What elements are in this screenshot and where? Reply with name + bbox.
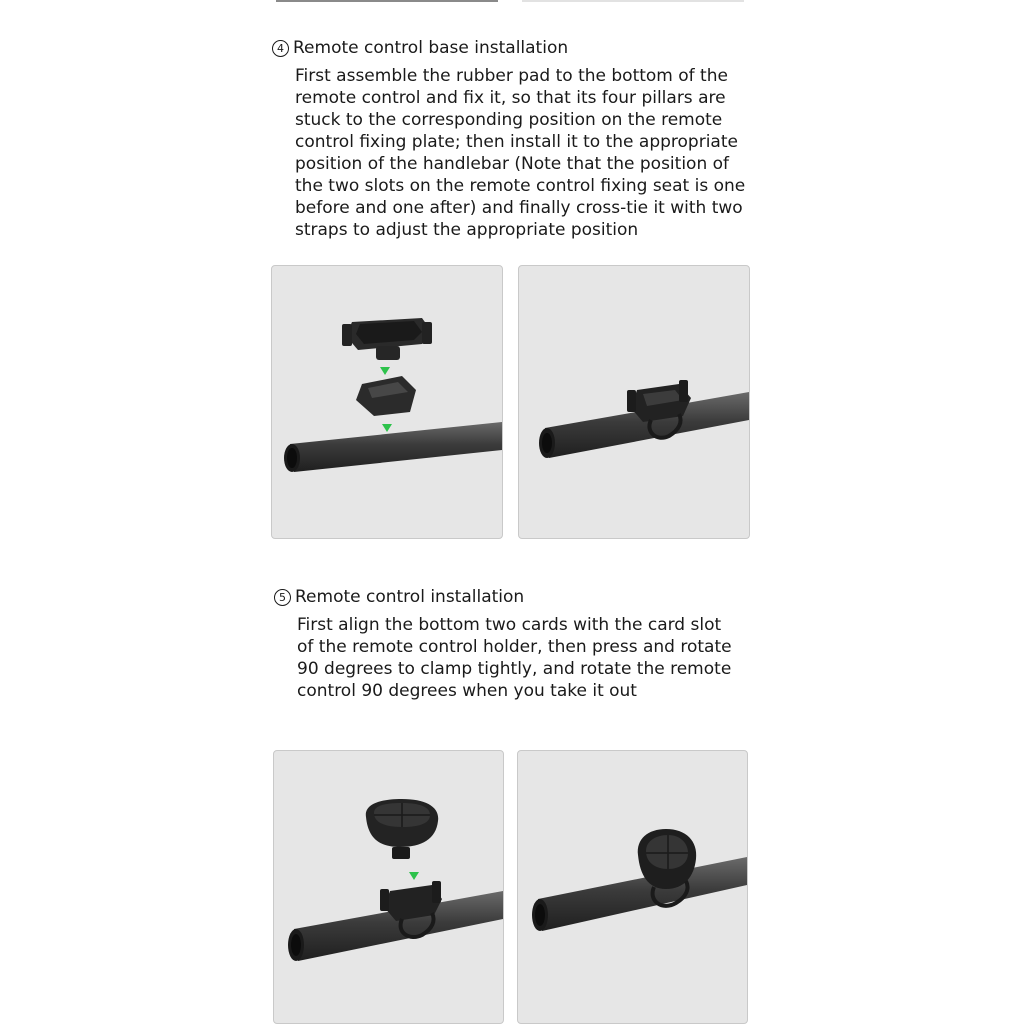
divider-left <box>276 0 498 2</box>
step4-image-installed <box>518 265 750 539</box>
divider-right <box>522 0 744 2</box>
step5-number-badge: 5 <box>274 589 291 606</box>
step5-image-align <box>273 750 504 1024</box>
step4-line: before and one after) and finally cross-tie it with two <box>295 198 743 218</box>
step4-line: remote control and fix it, so that its four pillars are <box>295 88 726 108</box>
step5-line: of the remote control holder, then press and rotate <box>297 637 732 657</box>
step4-number-badge: 4 <box>272 40 289 57</box>
step4-image-exploded <box>271 265 503 539</box>
step5-title: Remote control installation <box>295 587 525 607</box>
step4-line: control fixing plate; then install it to the appropriate <box>295 132 738 152</box>
rubber-pad <box>356 376 416 416</box>
step4-heading <box>272 37 568 59</box>
remote-control <box>366 799 438 859</box>
handlebar-tube <box>290 422 502 472</box>
step5-heading <box>274 586 524 608</box>
step4-line: First assemble the rubber pad to the bottom of the <box>295 66 728 86</box>
step5-line: 90 degrees to clamp tightly, and rotate the remote <box>297 659 732 679</box>
step4-line: stuck to the corresponding position on the remote <box>295 110 723 130</box>
step4-line: the two slots on the remote control fixing seat is one <box>295 176 746 196</box>
step4-title: Remote control base installation <box>293 38 569 58</box>
step4-line: straps to adjust the appropriate position <box>295 220 639 240</box>
step5-description <box>297 614 732 702</box>
arrow-down-icon <box>380 367 390 375</box>
arrow-down-icon <box>409 872 419 880</box>
mount-base-plate <box>342 318 432 360</box>
step5-image-installed <box>517 750 748 1024</box>
step5-line: control 90 degrees when you take it out <box>297 681 637 701</box>
step4-description <box>295 65 745 241</box>
step5-line: First align the bottom two cards with the card slot <box>297 615 722 635</box>
step4-line: position of the handlebar (Note that the position of <box>295 154 730 174</box>
arrow-down-icon <box>382 424 392 432</box>
